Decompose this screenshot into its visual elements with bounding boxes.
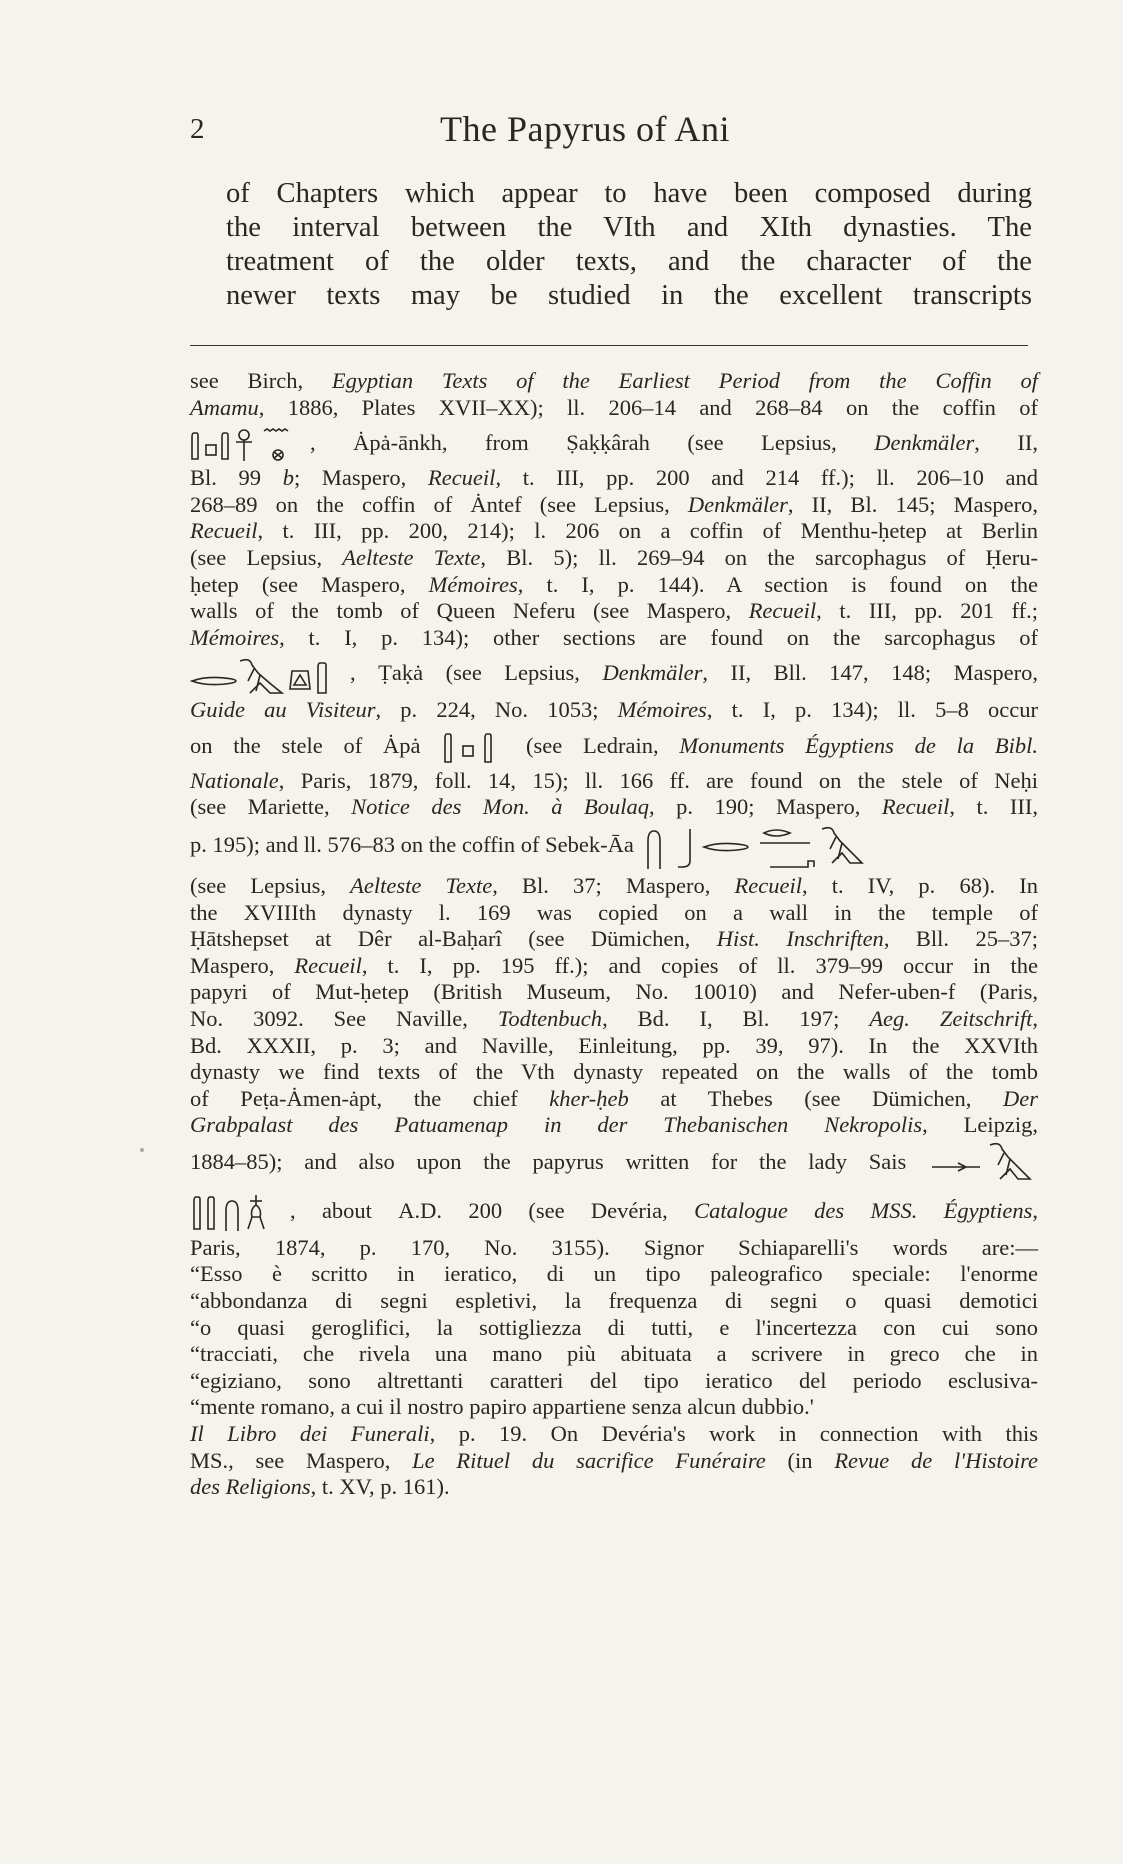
fn-line-26: Grabpalast des Patuamenap in der Thebanischen Nekropolis, Leipzig, bbox=[190, 1112, 1038, 1138]
fn-line-31: “abbondanza di segni espletivi, la frequenza di segni o quasi demotici bbox=[190, 1287, 1038, 1313]
fn-line-8: ḥetep (see Maspero, Mémoires, t. I, p. 144). A section is found on the bbox=[190, 571, 1038, 597]
fn-line-13: on the stele of Ȧpȧ (see Ledrain, Monuments Égyptiens de la Bibl. bbox=[190, 724, 1038, 768]
fn-line-10: Mémoires, t. I, p. 134); other sections are found on the sarcophagus of bbox=[190, 624, 1038, 650]
fn-line-7: (see Lepsius, Aelteste Texte, Bl. 5); ll. 269–94 on the sarcophagus of Ḥeru- bbox=[190, 544, 1039, 570]
hieroglyph-sebek-aa-icon bbox=[640, 821, 890, 873]
fn-line-9: walls of the tomb of Queen Neferu (see Maspero, Recueil, t. III, pp. 201 ff.; bbox=[190, 598, 1038, 624]
fn-line-2: Amamu, 1886, Plates XVII–XX); ll. 206–14 and 268–84 on the coffin of bbox=[190, 394, 1038, 420]
fn-line-17: (see Lepsius, Aelteste Texte, Bl. 37; Maspero, Recueil, t. IV, p. 68). In bbox=[190, 872, 1038, 898]
hieroglyph-apa-ankh-icon bbox=[190, 427, 310, 463]
fn-line-21: papyri of Mut-ḥetep (British Museum, No. 10010) and Nefer-uben-f (Paris, bbox=[190, 979, 1038, 1005]
fn-line-4: Bl. 99 b; Maspero, Recueil, t. III, pp. 200 and 214 ff.); ll. 206–10 and bbox=[190, 465, 1039, 491]
fn-line-3: , Ȧpȧ-ānkh, from Ṣaḳḳârah (see Lepsius, Denkmäler, II, bbox=[190, 421, 1038, 465]
fn-line-30: “Esso è scritto in ieratico, di un tipo paleografico speciale: l'enorme bbox=[190, 1261, 1038, 1287]
margin-speck bbox=[140, 1148, 144, 1152]
fn-line-34: “egiziano, sono altrettanti caratteri del tipo ieratico del periodo esclusiva- bbox=[190, 1367, 1038, 1393]
fn-line-20: Maspero, Recueil, t. I, pp. 195 ff.); and copies of ll. 379–99 occur in the bbox=[190, 952, 1038, 978]
main-text bbox=[226, 177, 1032, 313]
fn-line-11: , Ṭaḳȧ (see Lepsius, Denkmäler, II, Bll. 147, 148; Maspero, bbox=[190, 651, 1038, 697]
fn-line-14: Nationale, Paris, 1879, foll. 14, 15); ll. 166 ff. are found on the stele of Neḥi bbox=[190, 767, 1038, 793]
main-line-2: the interval between the VIth and XIth dynasties. The bbox=[226, 212, 1032, 243]
running-head: The Papyrus of Ani bbox=[440, 109, 730, 149]
footnote-rule bbox=[190, 345, 1028, 346]
fn-line-25: of Peṭa-Ȧmen-ȧpt, the chief kher-ḥeb at Thebes (see Dümichen, Der bbox=[190, 1085, 1038, 1111]
fn-line-6: Recueil, t. III, pp. 200, 214); l. 206 on a coffin of Menthu-ḥetep at Berlin bbox=[190, 518, 1038, 544]
fn-line-18: the XVIIIth dynasty l. 169 was copied on a wall in the temple of bbox=[190, 899, 1038, 925]
hieroglyph-sais-icon bbox=[928, 1139, 1038, 1189]
fn-line-24: dynasty we find texts of the Vth dynasty repeated on the walls of the tomb bbox=[190, 1059, 1038, 1085]
fn-line-38: des Religions, t. XV, p. 161). bbox=[190, 1474, 450, 1500]
footnote bbox=[190, 368, 1038, 1501]
fn-line-12: Guide au Visiteur, p. 224, No. 1053; Mémoires, t. I, p. 134); ll. 5–8 occur bbox=[190, 697, 1038, 723]
fn-line-36: Il Libro dei Funerali, p. 19. On Devéria's work in connection with this bbox=[190, 1420, 1038, 1446]
fn-line-1: see Birch, Egyptian Texts of the Earliest Period from the Coffin of bbox=[190, 368, 1038, 393]
fn-line-16: p. 195); and ll. 576–83 on the coffin of Sebek-Āa bbox=[190, 821, 1038, 873]
fn-line-5: 268–89 on the coffin of Ȧntef (see Lepsius, Denkmäler, II, Bl. 145; Maspero, bbox=[190, 491, 1038, 517]
main-line-3: treatment of the older texts, and the character of the bbox=[226, 246, 1032, 277]
fn-line-19: Ḥātshepset at Dêr al-Baḥarî (see Dümichen, Hist. Inschriften, Bll. 25–37; bbox=[190, 926, 1038, 952]
fn-line-29: Paris, 1874, p. 170, No. 3155). Signor Schiaparelli's words are:— bbox=[190, 1234, 1038, 1260]
main-line-4: newer texts may be studied in the excellent transcripts bbox=[226, 280, 1032, 311]
hieroglyph-taka-icon bbox=[190, 653, 350, 697]
hieroglyph-apa-icon bbox=[441, 730, 505, 766]
fn-line-15: (see Mariette, Notice des Mon. à Boulaq, p. 190; Maspero, Recueil, t. III, bbox=[190, 794, 1039, 820]
fn-line-37: MS., see Maspero, Le Rituel du sacrifice Funéraire (in Revue de l'Histoire bbox=[190, 1447, 1039, 1473]
main-line-1: of Chapters which appear to have been composed during bbox=[226, 178, 1032, 209]
fn-line-32: “o quasi geroglifici, la sottigliezza di tutti, e l'incertezza con cui sono bbox=[190, 1314, 1038, 1340]
fn-line-22: No. 3092. See Naville, Todtenbuch, Bd. I, Bl. 197; Aeg. Zeitschrift, bbox=[190, 1005, 1038, 1031]
fn-line-33: “tracciati, che rivela una mano più abituata a scrivere in greco che in bbox=[190, 1341, 1038, 1367]
hieroglyph-sais-name-icon bbox=[190, 1191, 290, 1235]
page-number: 2 bbox=[190, 113, 205, 145]
fn-line-28: , about A.D. 200 (see Devéria, Catalogue des MSS. Égyptiens, bbox=[190, 1189, 1038, 1235]
fn-line-27: 1884–85); and also upon the papyrus written for the lady Sais bbox=[190, 1139, 1038, 1189]
fn-line-35: “mente romano, a cui il nostro papiro appartiene senza alcun dubbio.' bbox=[190, 1394, 814, 1420]
fn-line-23: Bd. XXXII, p. 3; and Naville, Einleitung, pp. 39, 97). In the XXVIth bbox=[190, 1032, 1038, 1058]
